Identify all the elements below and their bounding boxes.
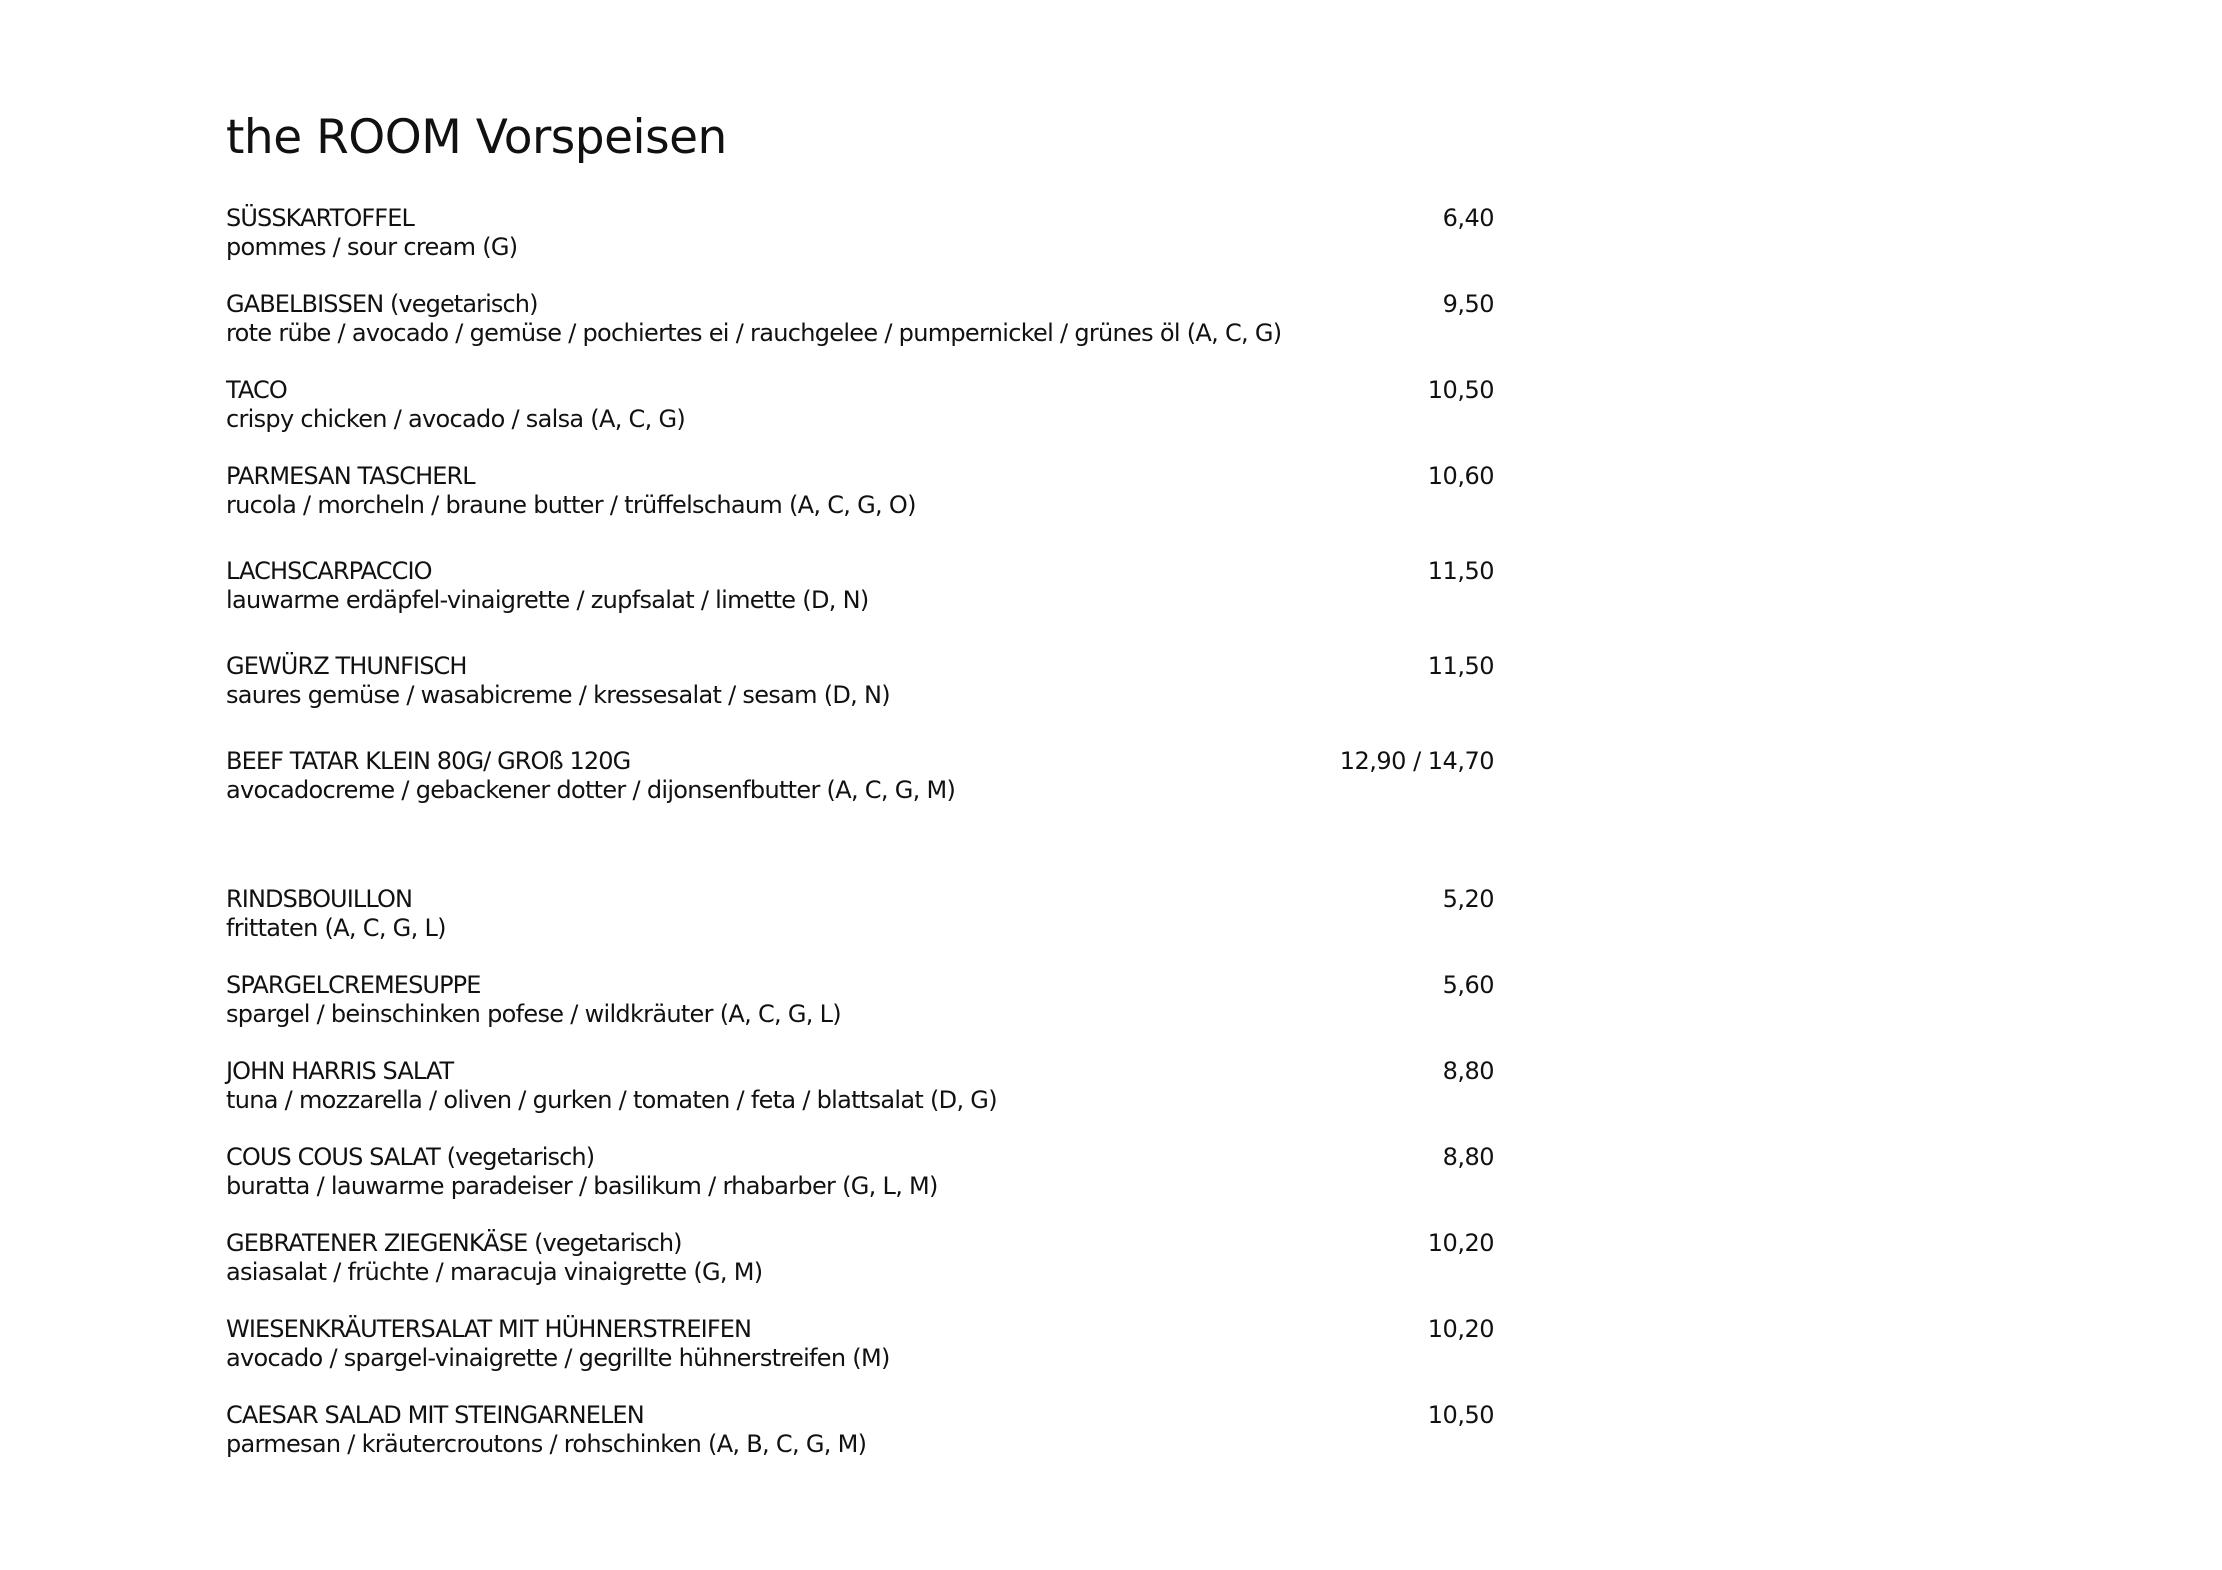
- item-name: WIESENKRÄUTERSALAT MIT HÜHNERSTREIFEN: [226, 1315, 752, 1343]
- item-price: 8,80: [1442, 1057, 1494, 1085]
- item-price: 9,50: [1442, 290, 1494, 318]
- item-price: 8,80: [1442, 1143, 1494, 1171]
- menu-item: [226, 290, 1494, 348]
- item-description: parmesan / kräutercroutons / rohschinken (A, B, C, G, M): [226, 1430, 867, 1458]
- item-price: 11,50: [1427, 557, 1494, 585]
- item-description: lauwarme erdäpfel-vinaigrette / zupfsalat / limette (D, N): [226, 586, 869, 614]
- item-description: buratta / lauwarme paradeiser / basilikum / rhabarber (G, L, M): [226, 1172, 938, 1200]
- item-name: SÜSSKARTOFFEL: [226, 204, 414, 232]
- item-price: 10,20: [1427, 1229, 1494, 1257]
- item-price: 6,40: [1442, 204, 1494, 232]
- menu-item: [226, 376, 1494, 434]
- item-price: 10,50: [1427, 1401, 1494, 1429]
- page-title: the ROOM Vorspeisen: [226, 110, 727, 165]
- item-name: CAESAR SALAD MIT STEINGARNELEN: [226, 1401, 644, 1429]
- item-description: rucola / morcheln / braune butter / trüffelschaum (A, C, G, O): [226, 491, 916, 519]
- menu-item: [226, 1401, 1494, 1459]
- item-name: GEBRATENER ZIEGENKÄSE (vegetarisch): [226, 1229, 682, 1257]
- item-price: 10,20: [1427, 1315, 1494, 1343]
- menu-item: [226, 747, 1494, 805]
- menu-item: [226, 462, 1494, 520]
- menu-item: [226, 557, 1494, 615]
- item-description: saures gemüse / wasabicreme / kressesalat / sesam (D, N): [226, 681, 890, 709]
- item-name: SPARGELCREMESUPPE: [226, 971, 481, 999]
- item-description: avocado / spargel-vinaigrette / gegrillte hühnerstreifen (M): [226, 1344, 890, 1372]
- item-price: 5,60: [1442, 971, 1494, 999]
- menu-page: [226, 104, 1494, 1459]
- menu-item: [226, 652, 1494, 710]
- item-description: asiasalat / früchte / maracuja vinaigrette (G, M): [226, 1258, 763, 1286]
- menu-item: [226, 885, 1494, 943]
- menu-item: [226, 204, 1494, 262]
- item-description: frittaten (A, C, G, L): [226, 914, 446, 942]
- item-price: 5,20: [1442, 885, 1494, 913]
- item-name: COUS COUS SALAT (vegetarisch): [226, 1143, 595, 1171]
- item-description: tuna / mozzarella / oliven / gurken / tomaten / feta / blattsalat (D, G): [226, 1086, 997, 1114]
- item-description: pommes / sour cream (G): [226, 233, 518, 261]
- item-name: BEEF TATAR KLEIN 80G/ GROß 120G: [226, 747, 631, 775]
- item-price: 11,50: [1427, 652, 1494, 680]
- item-description: rote rübe / avocado / gemüse / pochiertes ei / rauchgelee / pumpernickel / grünes öl (A, C, G): [226, 319, 1282, 347]
- item-price: 12,90 / 14,70: [1339, 747, 1494, 775]
- item-description: crispy chicken / avocado / salsa (A, C, G): [226, 405, 686, 433]
- item-name: JOHN HARRIS SALAT: [226, 1057, 454, 1085]
- item-name: TACO: [226, 376, 287, 404]
- section-spacer: [226, 805, 1494, 885]
- item-name: GEWÜRZ THUNFISCH: [226, 652, 467, 680]
- item-price: 10,50: [1427, 376, 1494, 404]
- item-description: spargel / beinschinken pofese / wildkräuter (A, C, G, L): [226, 1000, 841, 1028]
- menu-item: [226, 1315, 1494, 1373]
- item-name: RINDSBOUILLON: [226, 885, 413, 913]
- menu-item: [226, 1057, 1494, 1115]
- item-price: 10,60: [1427, 462, 1494, 490]
- item-name: GABELBISSEN (vegetarisch): [226, 290, 538, 318]
- item-name: LACHSCARPACCIO: [226, 557, 432, 585]
- item-name: PARMESAN TASCHERL: [226, 462, 475, 490]
- menu-item: [226, 1229, 1494, 1287]
- menu-item: [226, 1143, 1494, 1201]
- item-description: avocadocreme / gebackener dotter / dijonsenfbutter (A, C, G, M): [226, 776, 956, 804]
- menu-item: [226, 971, 1494, 1029]
